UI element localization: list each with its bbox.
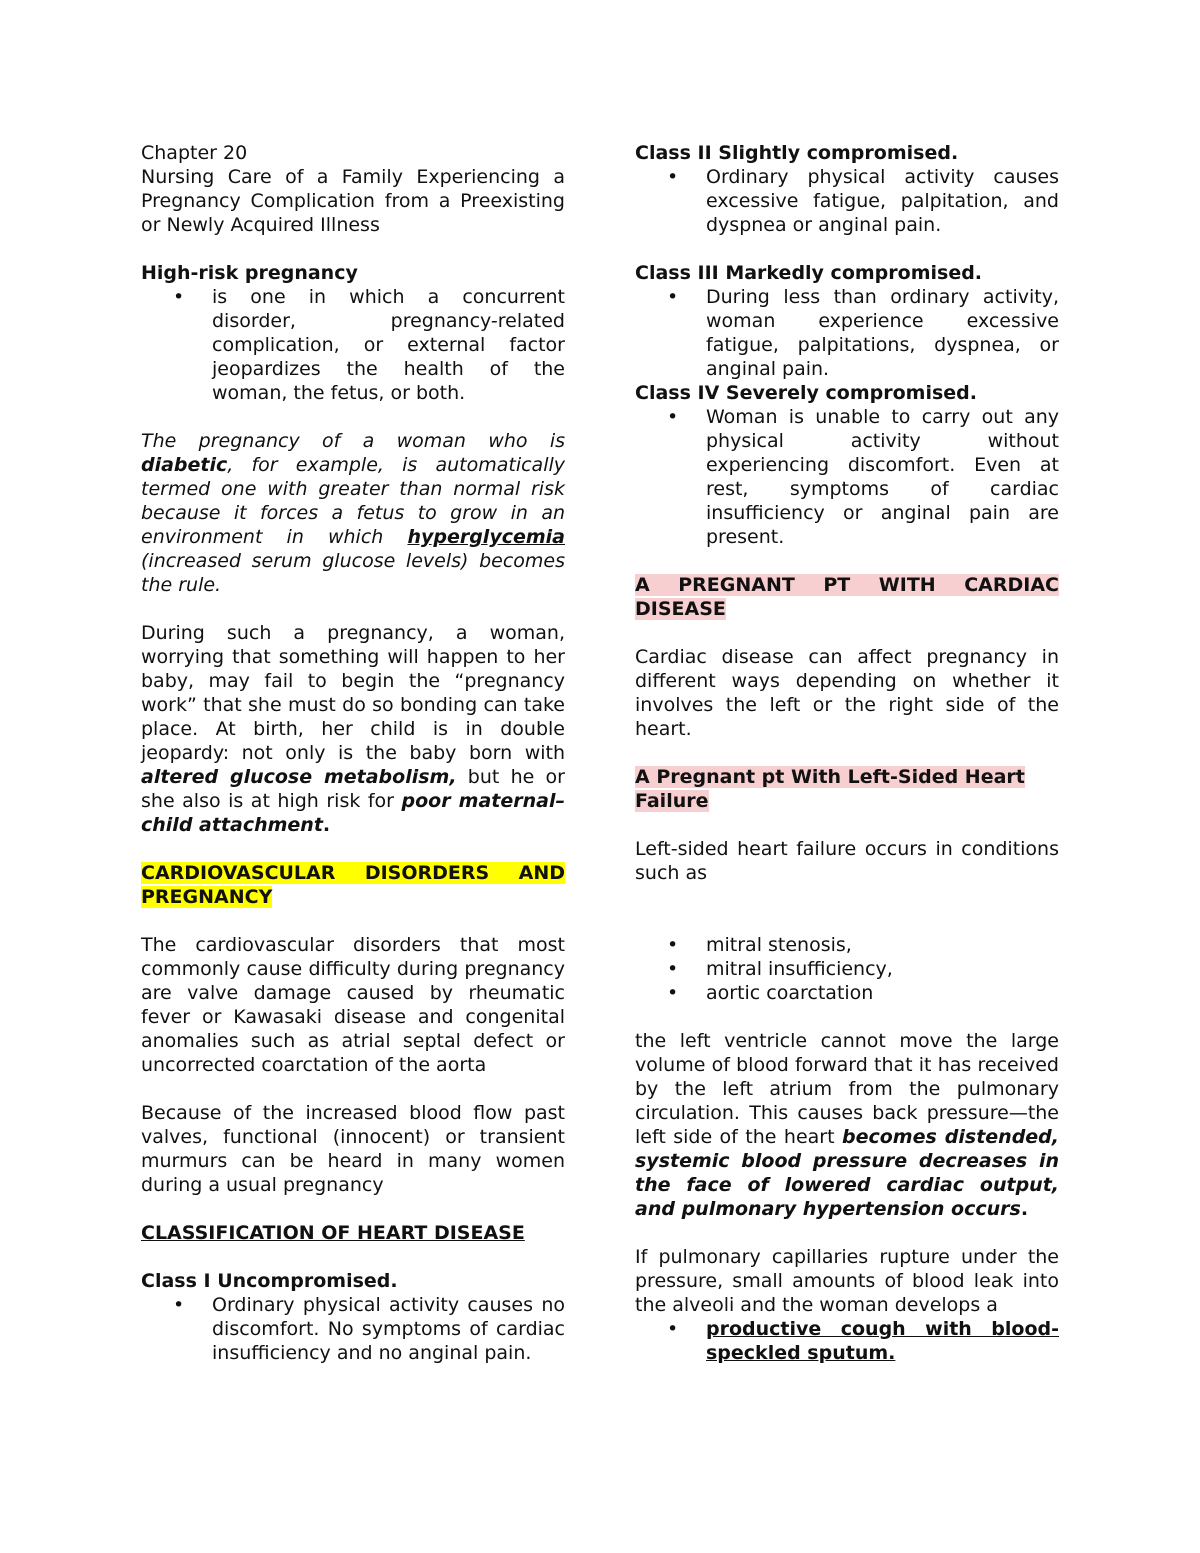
bullet-icon: • [173,286,185,308]
class-4-title: Class IV Severely compromised. [635,382,977,404]
list-item: • Ordinary physical activity causes no discomfort. No symptoms of cardiac insufficiency and no anginal pain. [173,1294,565,1364]
cardiac-disease-heading: A PREGNANT PT WITH CARDIAC DISEASE [635,574,1059,620]
bullet-icon: • [667,406,679,428]
attachment-term: poor maternal–child attachment [141,790,565,836]
bullet-icon: • [173,1294,185,1316]
high-risk-list [141,285,565,405]
glucose-term: altered glucose metabolism, [141,766,457,788]
bullet-icon: • [667,982,679,1004]
list-item: • During less than ordinary activity, woman experience excessive fatigue, palpitations, dyspnea, or anginal pain. [667,286,1059,380]
sputum-list [635,1317,1059,1365]
class-2-list [635,165,1059,237]
high-risk-heading: High-risk pregnancy [141,262,358,284]
hyperglycemia-term: hyperglycemia [407,526,565,548]
bullet-icon: • [667,958,679,980]
cardio-paragraph: The cardiovascular disorders that most commonly cause difficulty during pregnancy are valve damage caused by rheumatic fever or Kawasaki disease and congenital anomalies such as atrial septal defect or uncorrected coarctation of the aorta [141,934,565,1076]
conditions-list [635,933,1059,1005]
right-column [635,141,1059,1365]
during-paragraph: During such a pregnancy, a woman, worrying that something will happen to her baby, may fail to begin the “pregnancy work” that she must do so bonding can take place. At birth, her child is in double jeopardy: not only is the baby born with altered glucose metabolism, but he or she also is at high risk for poor maternal–child attachment. [141,622,565,836]
list-item: • Ordinary physical activity causes excessive fatigue, palpitation, and dyspnea or anginal pain. [667,166,1059,236]
bullet-icon: • [667,166,679,188]
chapter-title: Nursing Care of a Family Experiencing a Pregnancy Complication from a Preexisting or Newly Acquired Illness [141,166,565,236]
class-1-title: Class I Uncompromised. [141,1270,398,1292]
cardio-heading: CARDIOVASCULAR DISORDERS AND PREGNANCY [141,862,565,908]
murmur-paragraph: Because of the increased blood flow past valves, functional (innocent) or transient murmurs can be heard in many women during a usual pregnancy [141,1102,565,1196]
diabetic-paragraph: The pregnancy of a woman who is diabetic, for example, is automatically termed one with greater than normal risk because it forces a fetus to grow in an environment in which hyperglycemia (increased serum glucose levels) becomes the rule. [141,430,565,596]
class-4-list [635,405,1059,549]
cardiac-paragraph: Cardiac disease can affect pregnancy in different ways depending on whether it involves the left or the right side of the heart. [635,646,1059,740]
class-3-list [635,285,1059,381]
left-sided-failure-heading: A Pregnant pt With Left-Sided Heart Failure [635,766,1025,812]
diabetic-term: diabetic [141,454,228,476]
class-1-list [141,1293,565,1365]
list-item: • Woman is unable to carry out any physical activity without experiencing discomfort. Even at rest, symptoms of cardiac insufficiency or anginal pain are present. [667,406,1059,548]
list-item: • aortic coarctation [667,982,874,1004]
left-sided-intro: Left-sided heart failure occurs in conditions such as [635,838,1059,884]
distended-term: becomes distended, systemic blood pressure decreases in the face of lowered cardiac output, and pulmonary hypertension occurs [635,1126,1060,1220]
class-2-title: Class II Slightly compromised. [635,142,959,164]
bullet-icon: • [667,1318,679,1340]
list-item: • mitral stenosis, [667,934,852,956]
classification-heading: CLASSIFICATION OF HEART DISEASE [141,1222,525,1244]
chapter-number: Chapter 20 [141,142,248,164]
bullet-icon: • [667,934,679,956]
class-3-title: Class III Markedly compromised. [635,262,983,284]
ventricle-paragraph: the left ventricle cannot move the large volume of blood forward that it has received by the left atrium from the pulmonary circulation. This causes back pressure—the left side of the heart becomes distended, systemic blood pressure decreases in the face of lowered cardiac output, and pulmonary hypertension occurs. [635,1030,1060,1220]
capillaries-paragraph: If pulmonary capillaries rupture under the pressure, small amounts of blood leak into the alveoli and the woman develops a [635,1246,1059,1316]
left-column [141,141,565,1365]
list-item: • productive cough with blood-speckled sputum. [667,1318,1059,1364]
list-item: • is one in which a concurrent disorder, pregnancy-related complication, or external factor jeopardizes the health of the woman, the fetus, or both. [173,286,565,404]
list-item: • mitral insufficiency, [667,958,893,980]
bullet-icon: • [667,286,679,308]
